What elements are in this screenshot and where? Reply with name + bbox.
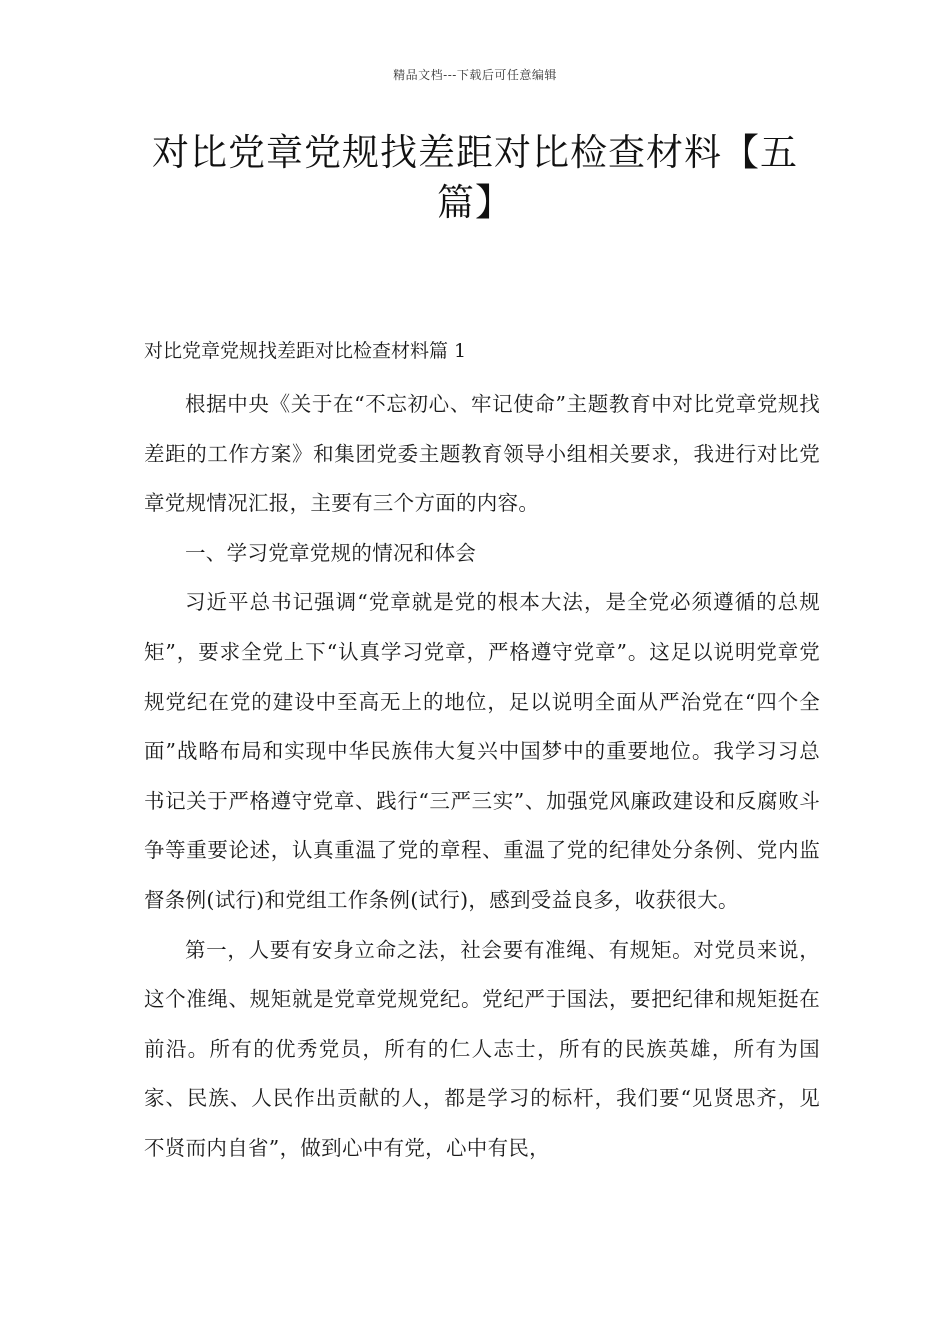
- paragraph-1: 根据中央《关于在“不忘初心、牢记使命”主题教育中对比党章党规找差距的工作方案》和集团党委主题教育领导小组相关要求，我进行对比党章党规情况汇报，主要有三个方面的内容。: [144, 392, 820, 516]
- body-text: [144, 380, 820, 1174]
- paragraph-4: 第一，人要有安身立命之法，社会要有准绳、有规矩。对党员来说，这个准绳、规矩就是党章党规党纪。党纪严于国法，要把纪律和规矩挺在前沿。所有的优秀党员，所有的仁人志士，所有的民族英雄，所有为国家、民族、人民作出贡献的人，都是学习的标杆，我们要“见贤思齐，见不贤而内自省”，做到心中有党，心中有民，: [144, 937, 820, 1160]
- section-heading: 对比党章党规找差距对比检查材料篇 1: [144, 340, 467, 362]
- paragraph-2-subheading: 一、学习党章党规的情况和体会: [185, 540, 477, 565]
- header-note: 精品文档---下载后可任意编辑: [393, 68, 557, 82]
- paragraph-3: 习近平总书记强调“党章就是党的根本大法，是全党必须遵循的总规矩”，要求全党上下“认真学习党章，严格遵守党章”。这足以说明党章党规党纪在党的建设中至高无上的地位，足以说明全面从严治党在“四个全面”战略布局和实现中华民族伟大复兴中国梦中的重要地位。我学习习总书记关于严格遵守党章、践行“三严三实”、加强党风廉政建设和反腐败斗争等重要论述，认真重温了党的章程、重温了党的纪律处分条例、党内监督条例(试行)和党组工作条例(试行)，感到受益良多，收获很大。: [144, 590, 820, 912]
- document-title: 对比党章党规找差距对比检查材料【五篇】: [152, 131, 798, 224]
